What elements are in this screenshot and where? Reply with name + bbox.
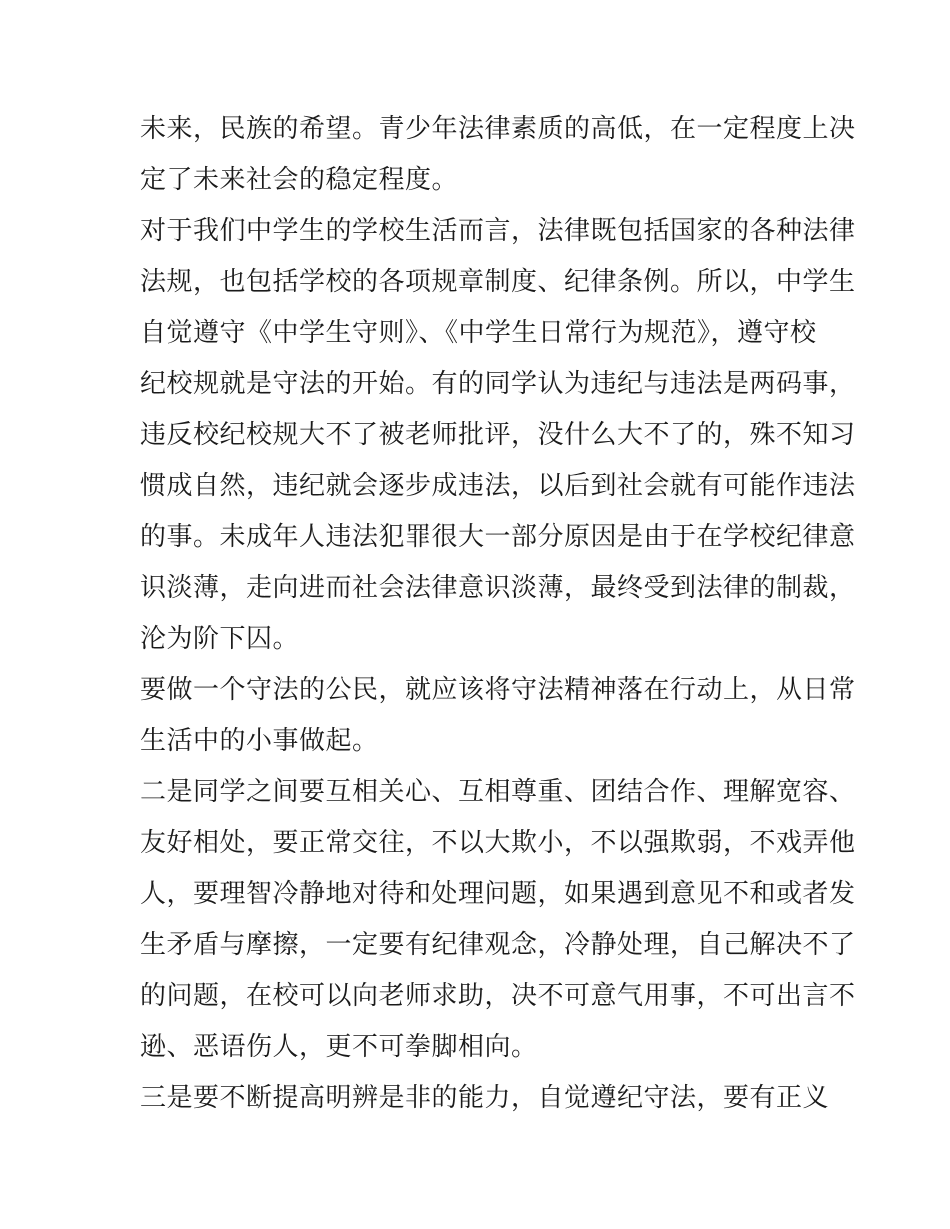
text-line: 要做一个守法的公民，就应该将守法精神落在行动上，从日常 — [140, 675, 856, 705]
text-line: 的问题，在校可以向老师求助，决不可意气用事，不可出言不 — [140, 981, 856, 1011]
text-line: 三是要不断提高明辨是非的能力，自觉遵纪守法，要有正义 — [140, 1083, 830, 1113]
text-line: 对于我们中学生的学校生活而言，法律既包括国家的各种法律 — [140, 216, 856, 246]
text-line: 惯成自然，违纪就会逐步成违法，以后到社会就有可能作违法 — [140, 471, 856, 501]
text-line: 二是同学之间要互相关心、互相尊重、团结合作、理解宽容、 — [140, 777, 856, 807]
document-body — [140, 104, 856, 1124]
text-line: 逊、恶语伤人，更不可拳脚相向。 — [140, 1032, 538, 1062]
text-line: 沦为阶下囚。 — [140, 624, 300, 654]
text-line: 生矛盾与摩擦，一定要有纪律观念，冷静处理，自己解决不了 — [140, 930, 856, 960]
text-line: 定了未来社会的稳定程度。 — [140, 165, 459, 195]
text-line: 的事。未成年人违法犯罪很大一部分原因是由于在学校纪律意 — [140, 522, 856, 552]
text-line: 自觉遵守《中学生守则》、《中学生日常行为规范》，遵守校 — [140, 318, 817, 348]
text-line: 违反校纪校规大不了被老师批评，没什么大不了的，殊不知习 — [140, 420, 856, 450]
text-line: 识淡薄，走向进而社会法律意识淡薄，最终受到法律的制裁， — [140, 573, 856, 603]
text-line: 人，要理智冷静地对待和处理问题，如果遇到意见不和或者发 — [140, 879, 856, 909]
text-line: 生活中的小事做起。 — [140, 726, 379, 756]
text-line: 友好相处，要正常交往，不以大欺小，不以强欺弱，不戏弄他 — [140, 828, 856, 858]
text-line: 未来，民族的希望。青少年法律素质的高低，在一定程度上决 — [140, 114, 856, 144]
text-line: 法规，也包括学校的各项规章制度、纪律条例。所以，中学生 — [140, 267, 856, 297]
text-line: 纪校规就是守法的开始。有的同学认为违纪与违法是两码事， — [140, 369, 856, 399]
